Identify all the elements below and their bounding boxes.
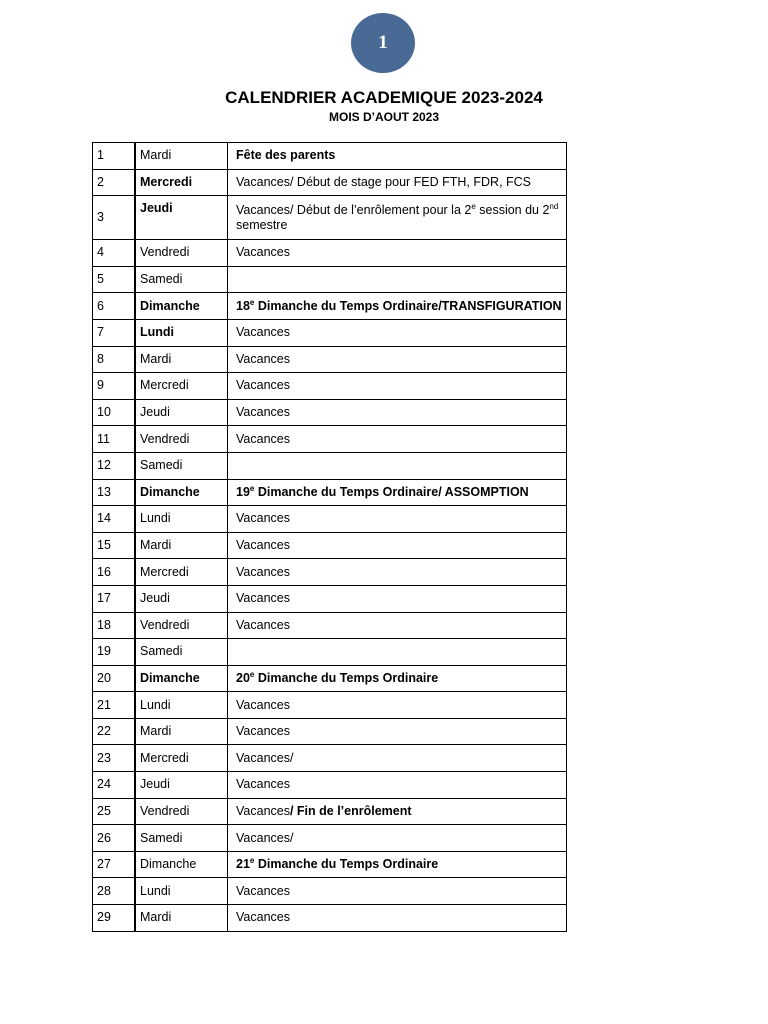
table-row [93, 905, 567, 932]
event-cell [228, 851, 567, 878]
day-number-cell: 28 [93, 878, 136, 905]
day-number-cell: 8 [93, 346, 136, 373]
event-cell: Vacances [228, 346, 567, 373]
event-text: semestre [236, 217, 288, 232]
day-number-cell: 29 [93, 905, 136, 932]
document-subtitle: MOIS D’AOUT 2023 [328, 110, 440, 124]
table-row [93, 825, 567, 852]
event-cell: Vacances [228, 878, 567, 905]
event-cell [228, 196, 567, 240]
day-number-cell: 19 [93, 639, 136, 666]
day-number-cell: 17 [93, 585, 136, 612]
event-cell: Vacances [228, 319, 567, 346]
weekday-cell: Dimanche [135, 851, 228, 878]
superscript-text: nd [549, 201, 559, 211]
day-number-cell: 4 [93, 240, 136, 267]
page-number-badge: 1 [351, 13, 415, 73]
event-text: Dimanche du Temps Ordinaire [254, 670, 439, 685]
table-row [93, 798, 567, 825]
weekday-cell: Jeudi [135, 399, 228, 426]
event-cell: Vacances [228, 506, 567, 533]
table-row [93, 346, 567, 373]
weekday-cell: Lundi [135, 506, 228, 533]
day-number-cell: 25 [93, 798, 136, 825]
table-row [93, 426, 567, 453]
weekday-cell: Mercredi [135, 169, 228, 196]
event-cell: Vacances [228, 373, 567, 400]
weekday-cell: Mardi [135, 346, 228, 373]
table-row [93, 585, 567, 612]
event-text: Dimanche du Temps Ordinaire/ ASSOMPTION [254, 484, 529, 499]
table-row [93, 639, 567, 666]
event-cell: Vacances [228, 905, 567, 932]
table-row [93, 612, 567, 639]
table-row [93, 851, 567, 878]
event-text-bold: / Fin de l’enrôlement [289, 803, 412, 818]
day-number-cell: 6 [93, 293, 136, 320]
event-ordinal: 20 [236, 670, 250, 685]
table-row [93, 559, 567, 586]
day-number-cell: 9 [93, 373, 136, 400]
event-cell: Vacances [228, 426, 567, 453]
weekday-cell: Vendredi [135, 612, 228, 639]
superscript-text: e [249, 483, 255, 493]
event-cell [228, 798, 567, 825]
day-number-cell: 15 [93, 532, 136, 559]
day-number-cell: 23 [93, 745, 136, 772]
table-row [93, 692, 567, 719]
event-text: session du 2 [475, 202, 550, 217]
document-title: CALENDRIER ACADEMIQUE 2023-2024 [225, 88, 543, 107]
superscript-text: e [249, 855, 255, 865]
weekday-cell: Mercredi [135, 373, 228, 400]
day-number-cell: 18 [93, 612, 136, 639]
day-number-cell: 24 [93, 772, 136, 799]
day-number-cell: 3 [93, 196, 136, 240]
table-row [93, 718, 567, 745]
event-cell: Vacances [228, 718, 567, 745]
event-cell [228, 479, 567, 506]
event-cell: Vacances [228, 399, 567, 426]
day-number-cell: 7 [93, 319, 136, 346]
weekday-cell: Samedi [135, 825, 228, 852]
event-cell: Vacances [228, 532, 567, 559]
weekday-cell: Mardi [135, 718, 228, 745]
superscript-text: e [249, 669, 255, 679]
event-cell: Vacances [228, 692, 567, 719]
event-cell: Vacances [228, 612, 567, 639]
weekday-cell: Jeudi [135, 585, 228, 612]
day-number-cell: 27 [93, 851, 136, 878]
weekday-cell: Jeudi [135, 196, 228, 240]
event-ordinal: 21 [236, 857, 250, 872]
table-row [93, 169, 567, 196]
event-cell [228, 293, 567, 320]
weekday-cell: Jeudi [135, 772, 228, 799]
table-row [93, 196, 567, 240]
day-number-cell: 11 [93, 426, 136, 453]
weekday-cell: Mardi [135, 143, 228, 170]
table-row [93, 373, 567, 400]
weekday-cell: Lundi [135, 319, 228, 346]
superscript-text: e [249, 297, 255, 307]
event-cell: Vacances [228, 240, 567, 267]
event-cell [228, 452, 567, 479]
weekday-cell: Lundi [135, 692, 228, 719]
table-row [93, 479, 567, 506]
day-number-cell: 16 [93, 559, 136, 586]
weekday-cell: Dimanche [135, 293, 228, 320]
day-number-cell: 10 [93, 399, 136, 426]
event-text: Dimanche du Temps Ordinaire [254, 857, 439, 872]
day-number-cell: 20 [93, 665, 136, 692]
event-cell: Vacances/ [228, 745, 567, 772]
day-number-cell: 1 [93, 143, 136, 170]
event-cell: Vacances [228, 559, 567, 586]
table-row [93, 772, 567, 799]
table-row [93, 532, 567, 559]
day-number-cell: 22 [93, 718, 136, 745]
event-ordinal: 19 [236, 484, 250, 499]
weekday-cell: Samedi [135, 639, 228, 666]
weekday-cell: Vendredi [135, 798, 228, 825]
table-row [93, 506, 567, 533]
event-ordinal: 18 [236, 298, 250, 313]
weekday-cell: Mardi [135, 905, 228, 932]
day-number-cell: 26 [93, 825, 136, 852]
table-row [93, 878, 567, 905]
event-cell: Vacances [228, 585, 567, 612]
weekday-cell: Mardi [135, 532, 228, 559]
weekday-cell: Vendredi [135, 240, 228, 267]
calendar-table [92, 142, 567, 932]
day-number-cell: 21 [93, 692, 136, 719]
event-cell: Fête des parents [228, 143, 567, 170]
weekday-cell: Samedi [135, 266, 228, 293]
weekday-cell: Mercredi [135, 745, 228, 772]
event-cell: Vacances/ Début de stage pour FED FTH, FDR, FCS [228, 169, 567, 196]
day-number-cell: 12 [93, 452, 136, 479]
day-number-cell: 2 [93, 169, 136, 196]
calendar-table-body [93, 143, 567, 932]
table-row [93, 745, 567, 772]
event-text: Vacances [236, 803, 290, 818]
table-row [93, 266, 567, 293]
table-row [93, 665, 567, 692]
event-cell [228, 639, 567, 666]
weekday-cell: Samedi [135, 452, 228, 479]
event-cell [228, 665, 567, 692]
day-number-cell: 5 [93, 266, 136, 293]
table-row [93, 293, 567, 320]
day-number-cell: 13 [93, 479, 136, 506]
weekday-cell: Vendredi [135, 426, 228, 453]
table-row [93, 452, 567, 479]
event-cell [228, 266, 567, 293]
table-row [93, 319, 567, 346]
superscript-text: e [471, 201, 476, 211]
weekday-cell: Dimanche [135, 479, 228, 506]
event-text: Vacances/ Début de l’enrôlement pour la 2 [236, 202, 472, 217]
table-row [93, 399, 567, 426]
event-cell: Vacances [228, 772, 567, 799]
weekday-cell: Lundi [135, 878, 228, 905]
event-cell: Vacances/ [228, 825, 567, 852]
table-row [93, 143, 567, 170]
day-number-cell: 14 [93, 506, 136, 533]
weekday-cell: Dimanche [135, 665, 228, 692]
event-text: Dimanche du Temps Ordinaire/TRANSFIGURATION [254, 298, 562, 313]
table-row [93, 240, 567, 267]
weekday-cell: Mercredi [135, 559, 228, 586]
